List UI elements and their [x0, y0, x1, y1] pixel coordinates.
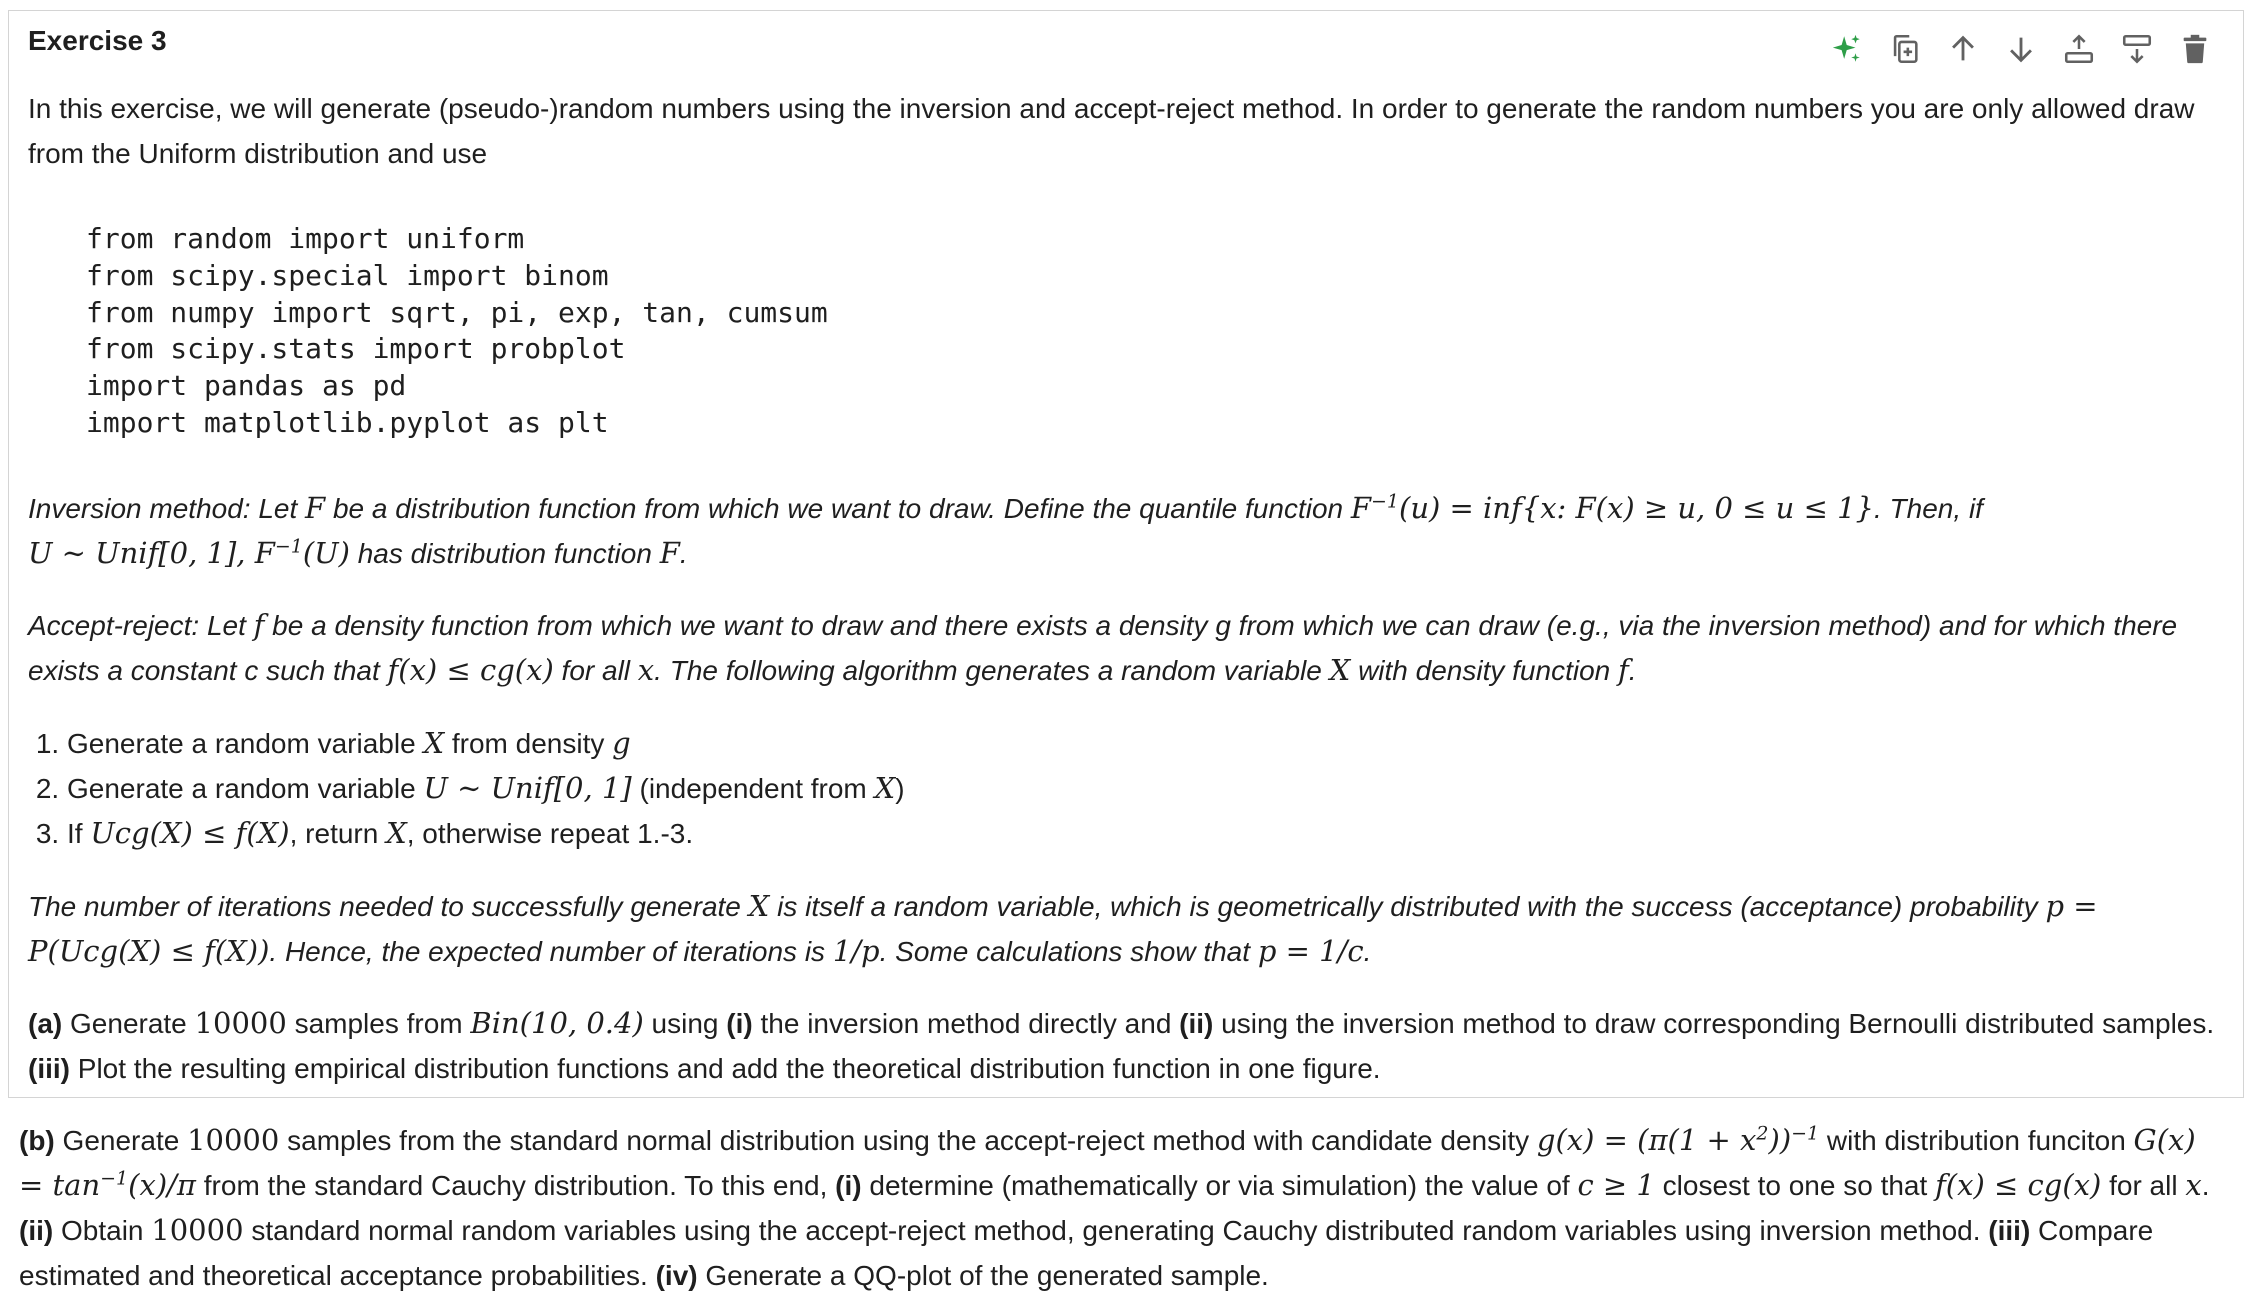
part-b-paragraph: (b) Generate 10000 samples from the standard normal distribution using the accept-reject method with candidate density $g(x) = (\pi(1 + x^2))^{-1}$ with distribution funciton $G(x) = \tan^{-1}(x)/\pi$ from the standard Cauchy distribution. To this end, (i) determine (mathematically or via simulation) the value of c ≥ 1 closest to one so that f(x) ≤ cg(x) for all x. (ii) Obtain 10000 standard normal random variables using the accept-reject method, generating Cauchy distributed random variables using inversion method. (iii) Compare estimated and theoretical acceptance probabilities. (iv) Generate a QQ-plot of the generated sample.: [19, 1122, 2210, 1291]
list-item: 3. If Ucg(X) ≤ f(X), return X, otherwise repeat 1.-3.: [67, 811, 2219, 856]
iterations-paragraph: The number of iterations needed to successfully generate X is itself a random variable, which is geometrically distributed with the success (acceptance) probability p = P(Ucg(X) ≤ f(X)). Hence, the expected number of iterations is 1/p. Some calculations show that p = 1/c.: [28, 889, 2098, 968]
cell-title: Exercise 3: [28, 25, 167, 56]
algorithm-steps: [9, 721, 2219, 856]
insert-below-icon: [2120, 32, 2154, 66]
list-item: 2. Generate a random variable U ∼ Unif[0, 1] (independent from X): [67, 766, 2219, 811]
insert-above-button[interactable]: [2061, 31, 2097, 67]
inversion-method-paragraph: Inversion method: Let F be a distribution function from which we want to draw. Define the quantile function $F^{-1}(u) = inf\{x$: F(x) ≥ u, 0 ≤ u ≤ 1}. Then, if U ∼ Unif[0, 1], $F^{-1}(U)$ has distribution function F.: [28, 490, 1983, 570]
code-line: import matplotlib.pyplot as plt: [86, 405, 609, 439]
code-line: from scipy.special import binom: [86, 258, 609, 292]
sparkle-icon: [1830, 32, 1864, 66]
markdown-cell[interactable]: [8, 10, 2244, 1098]
code-line: from random import uniform: [86, 222, 525, 255]
delete-cell-button[interactable]: [2177, 31, 2213, 67]
code-line: from numpy import sqrt, pi, exp, tan, cumsum: [86, 295, 828, 329]
duplicate-cell-button[interactable]: [1887, 31, 1923, 67]
move-down-button[interactable]: [2003, 31, 2039, 67]
code-block: [86, 221, 828, 442]
ai-sparkle-button[interactable]: [1829, 31, 1865, 67]
insert-above-icon: [2062, 32, 2096, 66]
code-line: from scipy.stats import probplot: [86, 332, 626, 366]
intro-paragraph: In this exercise, we will generate (pseudo-)random numbers using the inversion and accept-reject method. In order to generate the random numbers you are only allowed draw from the Uniform distribution and use: [28, 93, 2195, 169]
insert-below-button[interactable]: [2119, 31, 2155, 67]
part-a-paragraph: (a) Generate 10000 samples from Bin(10, 0.4) using (i) the inversion method directly and (ii) using the inversion method to draw corresponding Bernoulli distributed samples. (iii) Plot the resulting empirical distribution functions and add the theoretical distribution function in one figure.: [28, 1006, 2215, 1084]
arrow-down-icon: [2004, 32, 2038, 66]
move-up-button[interactable]: [1945, 31, 1981, 67]
trash-icon: [2178, 32, 2212, 66]
arrow-up-icon: [1946, 32, 1980, 66]
cell-toolbar: [1829, 31, 2213, 67]
accept-reject-paragraph: Accept-reject: Let f be a density function from which we want to draw and there exists a density g from which we can draw (e.g., via the inversion method) and for which there exists a constant c such that f(x) ≤ cg(x) for all x. The following algorithm generates a random variable X with density function f.: [28, 608, 2178, 687]
code-line: import pandas as pd: [86, 369, 407, 403]
list-item: 1. Generate a random variable X from density g: [67, 721, 2219, 766]
copy-icon: [1888, 32, 1922, 66]
